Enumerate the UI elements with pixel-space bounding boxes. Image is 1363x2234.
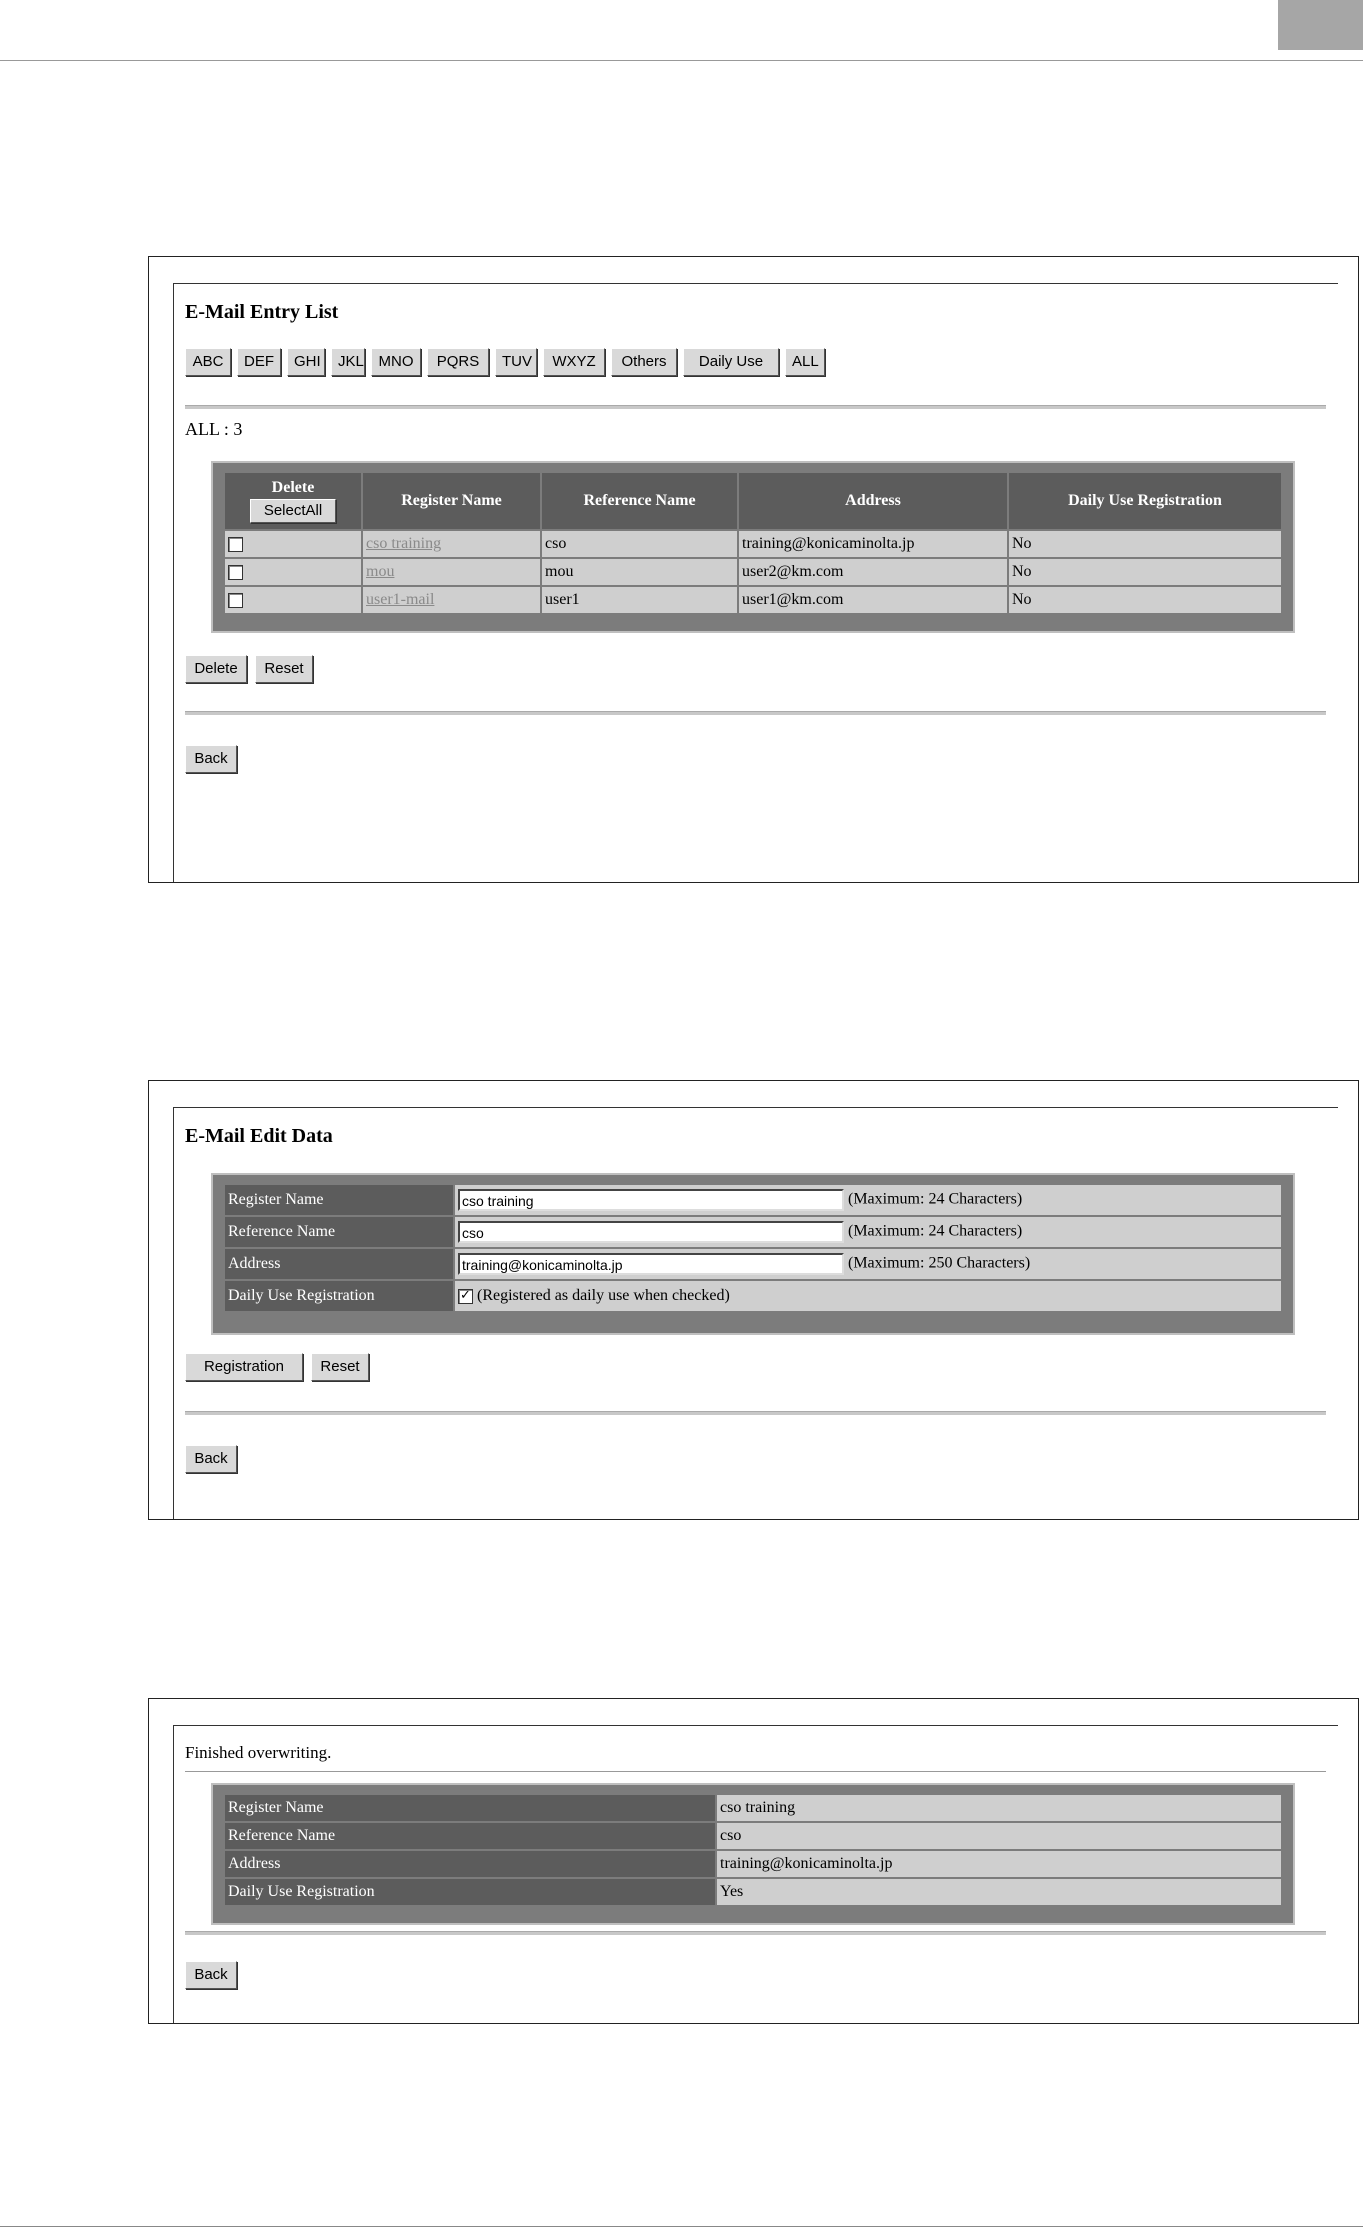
index-button-mno[interactable]: MNO bbox=[371, 348, 421, 376]
address-value-cell bbox=[455, 1249, 1281, 1279]
form-row-reference-name bbox=[225, 1217, 1281, 1247]
result-label: Reference Name bbox=[225, 1823, 715, 1849]
daily-use-label: Daily Use Registration bbox=[225, 1281, 453, 1311]
page-top-rule bbox=[0, 60, 1363, 61]
index-button-all[interactable]: ALL bbox=[785, 348, 825, 376]
register-name-link[interactable]: cso training bbox=[366, 535, 442, 552]
address-input[interactable]: training@konicaminolta.jp bbox=[458, 1253, 844, 1275]
result-label: Address bbox=[225, 1851, 715, 1877]
form-row-address bbox=[225, 1249, 1281, 1279]
entry-list-panel bbox=[148, 256, 1359, 883]
daily-use-cell: No bbox=[1009, 531, 1281, 557]
page-corner-tab bbox=[1278, 0, 1363, 50]
address-cell: user2@km.com bbox=[739, 559, 1007, 585]
panel-frame-left bbox=[173, 1107, 174, 1519]
register-name-label: Register Name bbox=[225, 1185, 453, 1215]
reference-name-cell: cso bbox=[542, 531, 737, 557]
address-cell: user1@km.com bbox=[739, 587, 1007, 613]
row-checkbox-cell bbox=[225, 559, 361, 585]
index-button-others[interactable]: Others bbox=[611, 348, 677, 376]
daily-use-hint: (Registered as daily use when checked) bbox=[477, 1287, 730, 1304]
reference-name-cell: user1 bbox=[542, 587, 737, 613]
register-name-header: Register Name bbox=[363, 473, 540, 529]
reset-button[interactable]: Reset bbox=[311, 1353, 369, 1381]
register-name-input[interactable]: cso training bbox=[458, 1189, 844, 1211]
index-button-ghi[interactable]: GHI bbox=[287, 348, 325, 376]
result-table bbox=[223, 1793, 1283, 1907]
row-delete-checkbox[interactable] bbox=[228, 593, 243, 608]
index-button-wxyz[interactable]: WXYZ bbox=[543, 348, 605, 376]
result-value: cso training bbox=[717, 1795, 1281, 1821]
edit-data-divider bbox=[185, 1411, 1326, 1415]
index-button-abc[interactable]: ABC bbox=[185, 348, 231, 376]
register-name-hint: (Maximum: 24 Characters) bbox=[848, 1190, 1023, 1208]
registration-button[interactable]: Registration bbox=[185, 1353, 303, 1381]
row-checkbox-cell bbox=[225, 587, 361, 613]
edit-data-title: E-Mail Edit Data bbox=[185, 1125, 333, 1147]
entry-list-divider bbox=[185, 405, 1326, 409]
reset-button[interactable]: Reset bbox=[255, 655, 313, 683]
edit-form-table bbox=[223, 1183, 1283, 1313]
reference-name-header: Reference Name bbox=[542, 473, 737, 529]
result-value: training@konicaminolta.jp bbox=[717, 1851, 1281, 1877]
register-name-cell bbox=[363, 531, 540, 557]
row-checkbox-cell bbox=[225, 531, 361, 557]
reference-name-cell: mou bbox=[542, 559, 737, 585]
entry-table bbox=[223, 471, 1283, 615]
index-button-def[interactable]: DEF bbox=[237, 348, 281, 376]
index-button-jkl[interactable]: JKL bbox=[331, 348, 365, 376]
result-panel bbox=[148, 1698, 1359, 2024]
delete-column-header bbox=[225, 473, 361, 529]
index-button-daily-use[interactable]: Daily Use bbox=[683, 348, 779, 376]
address-header: Address bbox=[739, 473, 1007, 529]
back-button[interactable]: Back bbox=[185, 1445, 237, 1473]
address-cell: training@konicaminolta.jp bbox=[739, 531, 1007, 557]
result-divider-bottom bbox=[185, 1931, 1326, 1935]
delete-header-label: Delete bbox=[271, 479, 315, 496]
register-name-cell bbox=[363, 587, 540, 613]
edit-data-panel bbox=[148, 1080, 1359, 1520]
form-row-daily-use bbox=[225, 1281, 1281, 1311]
table-row bbox=[225, 1879, 1281, 1905]
entry-count: ALL : 3 bbox=[185, 419, 243, 439]
register-name-link[interactable]: user1-mail bbox=[366, 591, 435, 608]
table-row bbox=[225, 531, 1281, 557]
table-row bbox=[225, 559, 1281, 585]
entry-list-divider-bottom bbox=[185, 711, 1326, 715]
row-delete-checkbox[interactable] bbox=[228, 537, 243, 552]
daily-use-value-cell bbox=[455, 1281, 1281, 1311]
table-row bbox=[225, 1851, 1281, 1877]
result-label: Daily Use Registration bbox=[225, 1879, 715, 1905]
reference-name-hint: (Maximum: 24 Characters) bbox=[848, 1222, 1023, 1240]
table-row bbox=[225, 1823, 1281, 1849]
entry-table-frame bbox=[211, 461, 1295, 633]
entry-list-title: E-Mail Entry List bbox=[185, 301, 339, 323]
index-button-tuv[interactable]: TUV bbox=[495, 348, 537, 376]
panel-frame-top bbox=[173, 1725, 1338, 1726]
address-label: Address bbox=[225, 1249, 453, 1279]
form-row-register-name bbox=[225, 1185, 1281, 1215]
result-divider-top bbox=[185, 1771, 1326, 1772]
result-label: Register Name bbox=[225, 1795, 715, 1821]
panel-frame-top bbox=[173, 283, 1338, 284]
address-hint: (Maximum: 250 Characters) bbox=[848, 1254, 1031, 1272]
panel-frame-left bbox=[173, 1725, 174, 2023]
panel-frame-top bbox=[173, 1107, 1338, 1108]
reference-name-value-cell bbox=[455, 1217, 1281, 1247]
result-value: cso bbox=[717, 1823, 1281, 1849]
back-button[interactable]: Back bbox=[185, 1961, 237, 1989]
back-button[interactable]: Back bbox=[185, 745, 237, 773]
result-table-frame bbox=[211, 1783, 1295, 1925]
index-button-pqrs[interactable]: PQRS bbox=[427, 348, 489, 376]
select-all-button[interactable]: SelectAll bbox=[250, 499, 336, 523]
table-row bbox=[225, 1795, 1281, 1821]
daily-use-checkbox[interactable] bbox=[458, 1289, 473, 1304]
table-row bbox=[225, 587, 1281, 613]
daily-use-cell: No bbox=[1009, 559, 1281, 585]
reference-name-input[interactable]: cso bbox=[458, 1221, 844, 1243]
result-value: Yes bbox=[717, 1879, 1281, 1905]
row-delete-checkbox[interactable] bbox=[228, 565, 243, 580]
daily-use-header: Daily Use Registration bbox=[1009, 473, 1281, 529]
page-bottom-rule bbox=[0, 2226, 1363, 2227]
result-message: Finished overwriting. bbox=[185, 1743, 332, 1762]
register-name-cell bbox=[363, 559, 540, 585]
register-name-link[interactable]: mou bbox=[366, 563, 395, 580]
register-name-value-cell bbox=[455, 1185, 1281, 1215]
delete-button[interactable]: Delete bbox=[185, 655, 247, 683]
edit-form-frame bbox=[211, 1173, 1295, 1335]
panel-frame-left bbox=[173, 283, 174, 882]
daily-use-cell: No bbox=[1009, 587, 1281, 613]
reference-name-label: Reference Name bbox=[225, 1217, 453, 1247]
